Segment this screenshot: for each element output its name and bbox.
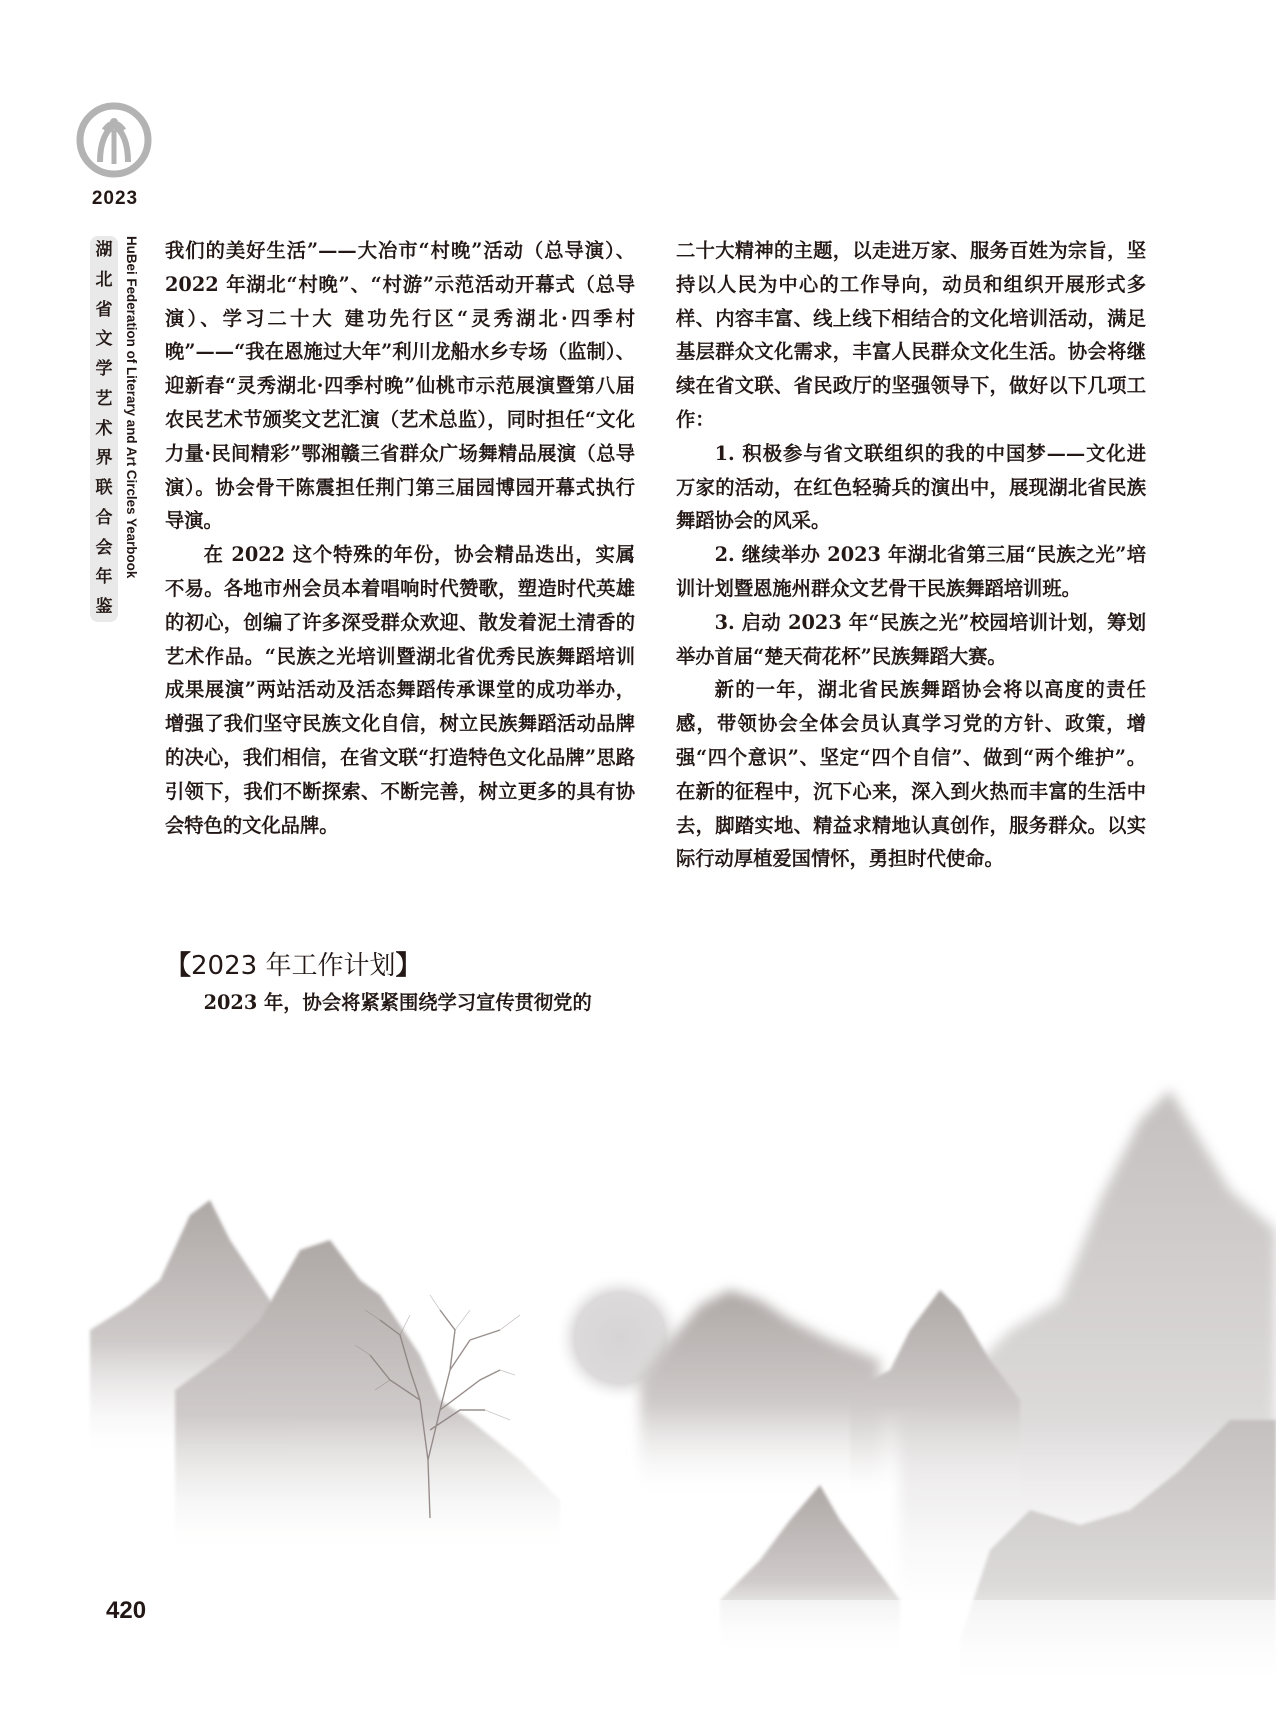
sidebar-title-cn <box>90 236 118 622</box>
sidebar-char: 鉴 <box>95 597 113 617</box>
sidebar-char: 界 <box>95 448 113 469</box>
paragraph: 在 2022 这个特殊的年份，协会精品迭出，实属不易。各地市州会员本着唱响时代赞歌，塑造时代英雄的初心，创编了许多深受群众欢迎、散发着泥土清香的艺术作品。“民族之光培训暨湖北省优秀民族舞蹈培训成果展演”两站活动及活态舞蹈传承课堂的成功举办，增强了我们坚守民族文化自信，树立民族舞蹈活动品牌的决心，我们相信，在省文联“打造特色文化品牌”思路引领下，我们不断探索、不断完善，树立更多的具有协会特色的文化品牌。 <box>165 543 635 837</box>
sidebar-char: 湖 <box>95 240 113 260</box>
plan-item-2: 2. 继续举办 2023 年湖北省第三届“民族之光”培训计划暨恩施州群众文艺骨干民族舞蹈培训班。 <box>676 543 1146 600</box>
page-number: 420 <box>106 1597 147 1624</box>
sidebar-char: 术 <box>95 418 113 439</box>
yearbook-emblem-icon <box>74 100 154 180</box>
left-column <box>165 234 635 842</box>
sidebar-char: 北 <box>95 269 113 290</box>
sidebar-char: 省 <box>95 299 113 320</box>
sidebar-char: 文 <box>95 329 113 350</box>
section-heading <box>165 945 421 982</box>
paragraph: 我们的美好生活”——大冶市“村晚”活动（总导演）、2022 年湖北“村晚”、“村游”示范活动开幕式（总导演）、学习二十大 建功先行区“灵秀湖北·四季村晚”——“我在恩施过大年”利川龙船水乡专场（监制）、迎新春“灵秀湖北·四季村晚”仙桃市示范展演暨第八届农民艺术节颁奖文艺汇演（艺术总监），同时担任“文化力量·民间精彩”鄂湘赣三省群众广场舞精品展演（总导演）。协会骨干陈震担任荆门第三届园博园开幕式执行导演。 <box>165 239 635 533</box>
sidebar-char: 年 <box>95 567 113 588</box>
heading-text: 2023 年工作计划 <box>191 951 396 981</box>
section-intro-paragraph: 2023 年，协会将紧紧围绕学习宣传贯彻党的 <box>203 991 592 1014</box>
sidebar-char: 合 <box>95 507 113 528</box>
yearbook-year: 2023 <box>91 188 139 209</box>
plan-item-1: 1. 积极参与省文联组织的我的中国梦——文化进万家的活动，在红色轻骑兵的演出中，展现湖北省民族舞蹈协会的风采。 <box>676 441 1146 533</box>
heading-bracket-close: 】 <box>395 951 422 981</box>
heading-bracket-open: 【 <box>165 951 192 981</box>
sidebar-title-en-text: HuBei Federation of Literary and Art Circles Yearbook <box>124 236 139 579</box>
paragraph: 新的一年，湖北省民族舞蹈协会将以高度的责任感，带领协会全体会员认真学习党的方针、政策，增强“四个意识”、坚定“四个自信”、做到“两个维护”。在新的征程中，沉下心来，深入到火热而丰富的生活中去，脚踏实地、精益求精地认真创作，服务群众。以实际行动厚植爱国情怀，勇担时代使命。 <box>676 678 1146 871</box>
mountain-landscape-illustration <box>0 1080 1276 1719</box>
sidebar-title-en <box>124 236 142 622</box>
sidebar-char: 学 <box>95 359 113 379</box>
plan-item-3: 3. 启动 2023 年“民族之光”校园培训计划，筹划举办首届“楚天荷花杯”民族舞蹈大赛。 <box>676 610 1146 668</box>
sidebar-char: 艺 <box>95 388 113 409</box>
sidebar-char: 会 <box>95 537 113 558</box>
sidebar-char: 联 <box>95 478 113 498</box>
right-column <box>676 234 1146 876</box>
paragraph: 二十大精神的主题，以走进万家、服务百姓为宗旨，坚持以人民为中心的工作导向，动员和组织开展形式多样、内容丰富、线上线下相结合的文化培训活动，满足基层群众文化需求，丰富人民群众文化生活。协会将继续在省文联、省民政厅的坚强领导下，做好以下几项工作： <box>676 239 1146 431</box>
